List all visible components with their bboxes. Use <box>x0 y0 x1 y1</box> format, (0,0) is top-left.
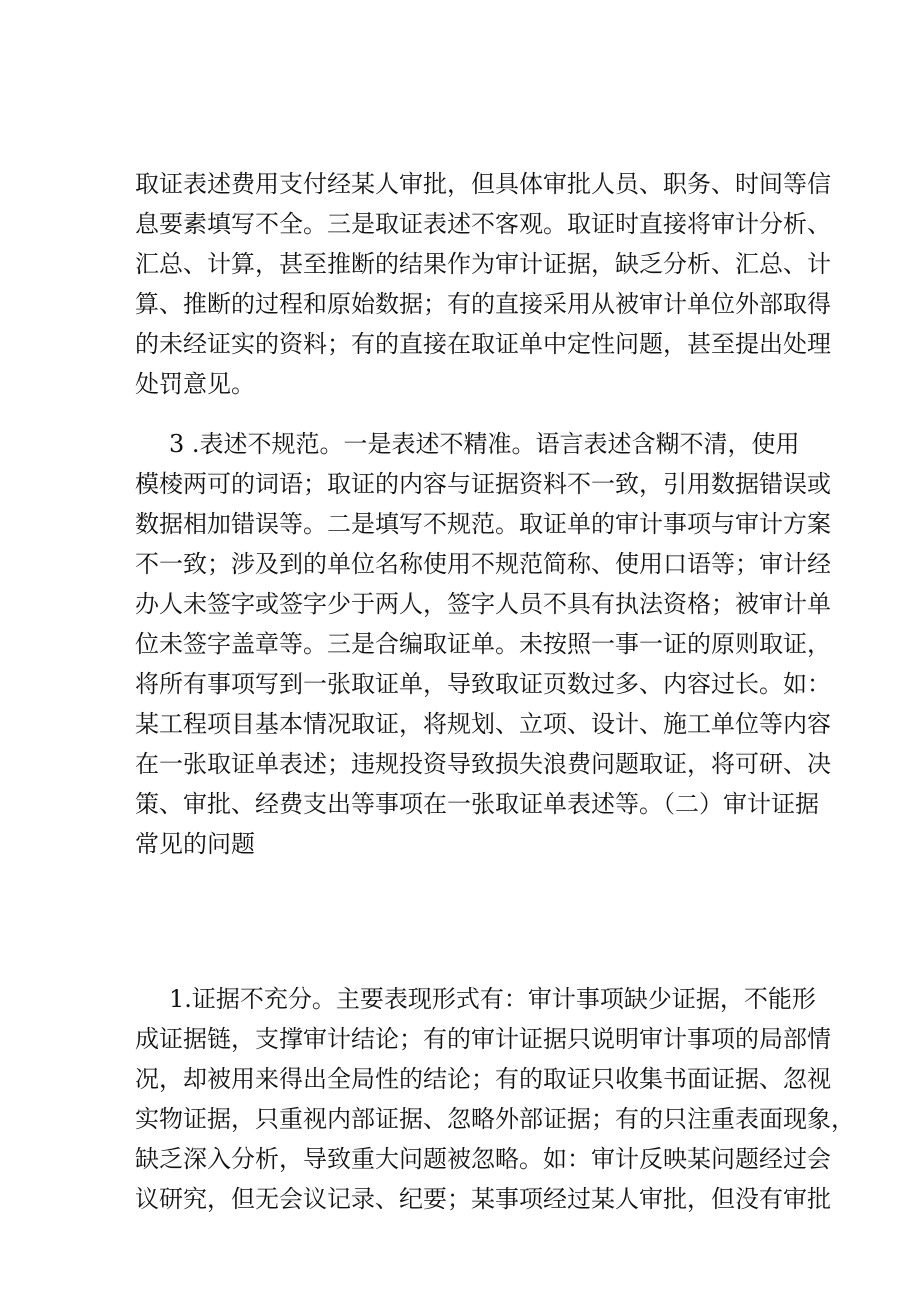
paragraph-insufficient-evidence <box>135 979 855 1219</box>
text-line: 将所有事项写到一张取证单，导致取证页数过多、内容过长。如： <box>135 670 831 698</box>
text-line: 在一张取证单表述；违规投资导致损失浪费问题取证，将可研、决 <box>135 750 831 778</box>
text-line: 不一致；涉及到的单位名称使用不规范简称、使用口语等；审计经 <box>135 550 831 578</box>
text-line: 成证据链，支撑审计结论；有的审计证据只说明审计事项的局部情 <box>135 1025 831 1053</box>
text-line: 3 .表述不规范。一是表述不精准。语言表述含糊不清，使用 <box>169 430 800 458</box>
text-line: 取证表述费用支付经某人审批，但具体审批人员、职务、时间等信 <box>135 170 831 198</box>
text-line: 办人未签字或签字少于两人，签字人员不具有执法资格；被审计单 <box>135 590 831 618</box>
text-line: 某工程项目基本情况取证，将规划、立项、设计、施工单位等内容 <box>135 710 831 738</box>
text-line: 缺乏深入分析，导致重大问题被忽略。如：审计反映某问题经过会 <box>135 1145 831 1173</box>
text-line: 息要素填写不全。三是取证表述不客观。取证时直接将审计分析、 <box>135 210 831 238</box>
text-line: 常见的问题 <box>135 830 255 858</box>
text-line: 数据相加错误等。二是填写不规范。取证单的审计事项与审计方案 <box>135 510 831 538</box>
text-line: 实物证据，只重视内部证据、忽略外部证据；有的只注重表面现象， <box>135 1105 855 1133</box>
text-line: 模棱两可的词语；取证的内容与证据资料不一致，引用数据错误或 <box>135 470 831 498</box>
text-line: 1.证据不充分。主要表现形式有：审计事项缺少证据，不能形 <box>169 985 816 1013</box>
text-line: 位未签字盖章等。三是合编取证单。未按照一事一证的原则取证， <box>135 630 831 658</box>
paragraph-nonstandard-expression <box>135 424 831 864</box>
text-line: 的未经证实的资料；有的直接在取证单中定性问题，甚至提出处理 <box>135 330 831 358</box>
text-line: 汇总、计算，甚至推断的结果作为审计证据，缺乏分析、汇总、计 <box>135 250 831 278</box>
text-line: 处罚意见。 <box>135 370 255 398</box>
text-line: 议研究，但无会议记录、纪要；某事项经过某人审批，但没有审批 <box>135 1185 831 1213</box>
text-line: 况，却被用来得出全局性的结论；有的取证只收集书面证据、忽视 <box>135 1065 831 1093</box>
text-line: 策、审批、经费支出等事项在一张取证单表述等。（二）审计证据 <box>135 790 819 818</box>
text-line: 算、推断的过程和原始数据；有的直接采用从被审计单位外部取得 <box>135 290 831 318</box>
paragraph-evidence-objectivity <box>135 164 831 404</box>
